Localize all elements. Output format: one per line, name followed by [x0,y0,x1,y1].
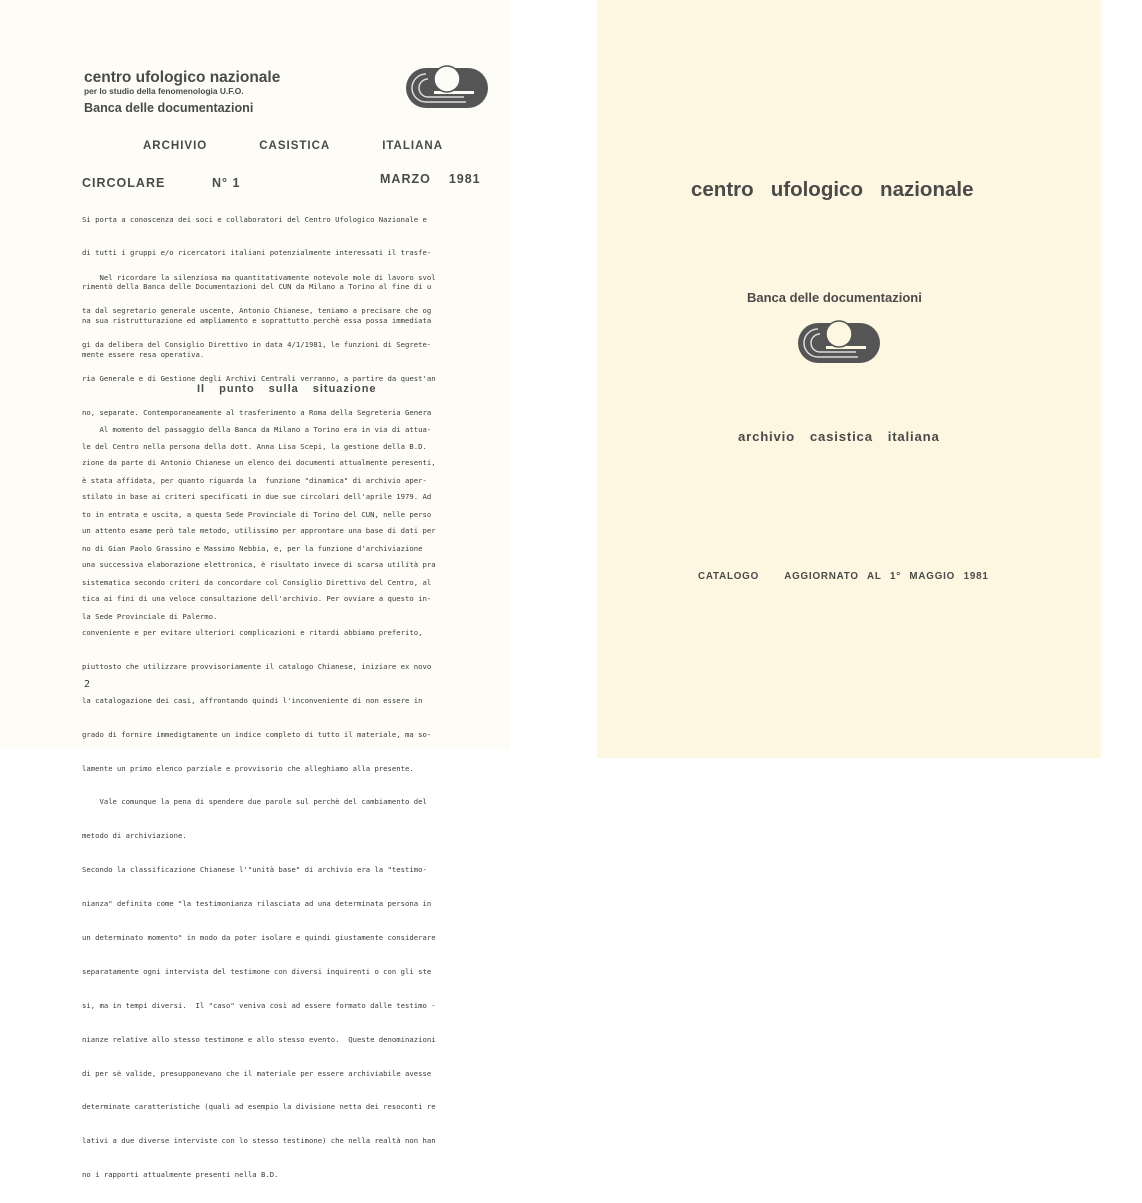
cun-logo-icon [796,317,882,369]
text-line: na sua ristrutturazione ed ampliamento e soprattutto perchè essa possa immediata [82,316,432,326]
text-line: piuttosto che utilizzare provvisoriamente il catalogo Chianese, iniziare ex novo [82,661,432,671]
text-line: rimentò della Banca delle Documentazioni del CUN da Milano a Torino al fine di u [82,282,432,292]
archive-title-word: ARCHIVIO [143,140,208,152]
text-line: ria Generale e di Gestione degli Archivi Centrali verranno, a partire da quest'an [82,374,436,384]
text-line: lamente un primo elenco parziale e provvisorio che alleghiamo alla presente. [82,763,414,773]
text-line: separatamente ogni intervista del testimone con diversi inquirenti o con gli ste [82,966,432,976]
text-line: un determinato momento" in modo da poter isolare e quindi giustamente considerare [82,932,436,942]
cover-archive-title: archivio casistica italiana [738,429,940,444]
banca-title: Banca delle documentazioni [84,101,254,115]
section-title-word: situazione [312,383,377,395]
cun-logo-icon [404,62,490,114]
left-page [0,0,510,1180]
text-line: le del Centro nella persona della dott. Anna Lisa Scepi, la gestione della B.D. [82,442,427,452]
text-line: no di Gian Paolo Grassino e Massimo Nebbia, e, per la funzione d'archiviazione [82,543,423,553]
cover-banca-title: Banca delle documentazioni [747,290,922,305]
org-subtitle: per lo studio della fenomenologia U.F.O. [84,86,244,96]
text-line: mente essere resa operativa. [82,350,205,360]
right-page [597,0,1101,758]
text-line: stilato in base ai criteri specificati in due sue circolari dell'aprile 1979. Ad [82,492,432,502]
text-line: una successiva elaborazione elettronica, è risultato invece di scarsa utilità pra [82,560,436,570]
cover-org-name: centro ufologico nazionale [691,178,974,201]
text-line: si, ma in tempi diversi. Il "caso" veniva così ad essere formato dalle testimo - [82,1000,436,1010]
text-line: Al momento del passaggio della Banca da Milano a Torino era in via di attua- [82,424,432,434]
text-line: Vale comunque la pena di spendere due parole sul perchè del cambiamento del [82,797,427,807]
text-line: to in entrata e uscita, a questa Sede Provinciale di Torino del CUN, nelle perso [82,509,432,519]
cover-catalog-line: CATALOGO AGGIORNATO AL 1° MAGGIO 1981 [698,571,989,582]
text-line: è stata affidata, per quanto riguarda la funzione "dinamica" di archivio aper- [82,475,427,485]
text-line: no i rapporti attualmente presenti nella B.D. [82,1170,279,1180]
text-line: grado di fornire immedigtamente un indice completo di tutto il materiale, ma so- [82,729,432,739]
text-line: Si porta a conoscenza dei soci e collaboratori del Centro Ufologico Nazionale e [82,214,427,224]
paragraph-3 [82,401,502,1203]
text-line: tica ai fini di una veloce consultazione dell'archivio. Per ovviare a questo in- [82,594,432,604]
text-line: ta dal segretario generale uscente, Antonio Chianese, teniamo a precisare che og [82,306,432,316]
text-line: conveniente e per evitare ulteriori complicazioni e ritardi abbiamo preferito, [82,627,423,637]
archive-title-word: CASISTICA [259,140,331,152]
text-line: zione da parte di Antonio Chianese un elenco dei documenti attualmente peresenti, [82,458,436,468]
text-line: Nel ricordare la silenziosa ma quantitativamente notevole mole di lavoro svol [82,272,436,282]
text-line: la Sede Provinciale di Palermo. [82,611,218,621]
text-line: Secondo la classificazione Chianese l'"unità base" di archivio era la "testimo- [82,865,427,875]
text-line: metodo di archiviazione. [82,831,187,841]
section-title-word: sulla [268,383,299,395]
text-line: nianze relative allo stesso testimone e allo stesso evento. Queste denominazioni [82,1034,436,1044]
circolare-label: CIRCOLARE [82,176,166,190]
text-line: di tutti i gruppi e/o ricercatori italiani potenzialmente interessati il trasfe- [82,248,432,258]
text-line: di per sè valide, presupponevano che il materiale per essere archiviabile avesse [82,1068,432,1078]
section-title-word: Il [197,383,206,395]
text-line: no, separate. Contemporaneamente al trasferimento a Roma della Segreteria Genera [82,408,432,418]
section-title-word: punto [219,383,255,395]
archive-title-word: ITALIANA [382,140,443,152]
circolare-year: 1981 [448,172,481,186]
circolare-month: MARZO [380,172,431,186]
text-line: sistematica secondo criteri da concordare col Consiglio Direttivo del Centro, al [82,577,432,587]
org-name: centro ufologico nazionale [84,69,281,86]
archive-title [143,140,443,152]
circolare-date [380,172,481,186]
text-line: la catalogazione dei casi, affrontando quindi l'inconveniente di non essere in [82,695,423,705]
text-line: lativi a due diverse interviste con lo stesso testimone) che nella realtà non han [82,1136,436,1146]
text-line: determinate caratteristiche (quali ad esempio la divisione netta dei resoconti re [82,1102,436,1112]
page-number: 2 [84,679,91,690]
text-line: un attento esame però tale metodo, utilissimo per approntare una base di dati per [82,526,436,536]
text-line: nianza" definita come "la testimonianza rilasciata ad una determinata persona in [82,899,432,909]
text-line: gi da delibera del Consiglio Direttivo in data 4/1/1981, le funzioni di Segrete- [82,340,432,350]
circolare-number: N° 1 [212,176,241,190]
section-title [197,383,377,395]
